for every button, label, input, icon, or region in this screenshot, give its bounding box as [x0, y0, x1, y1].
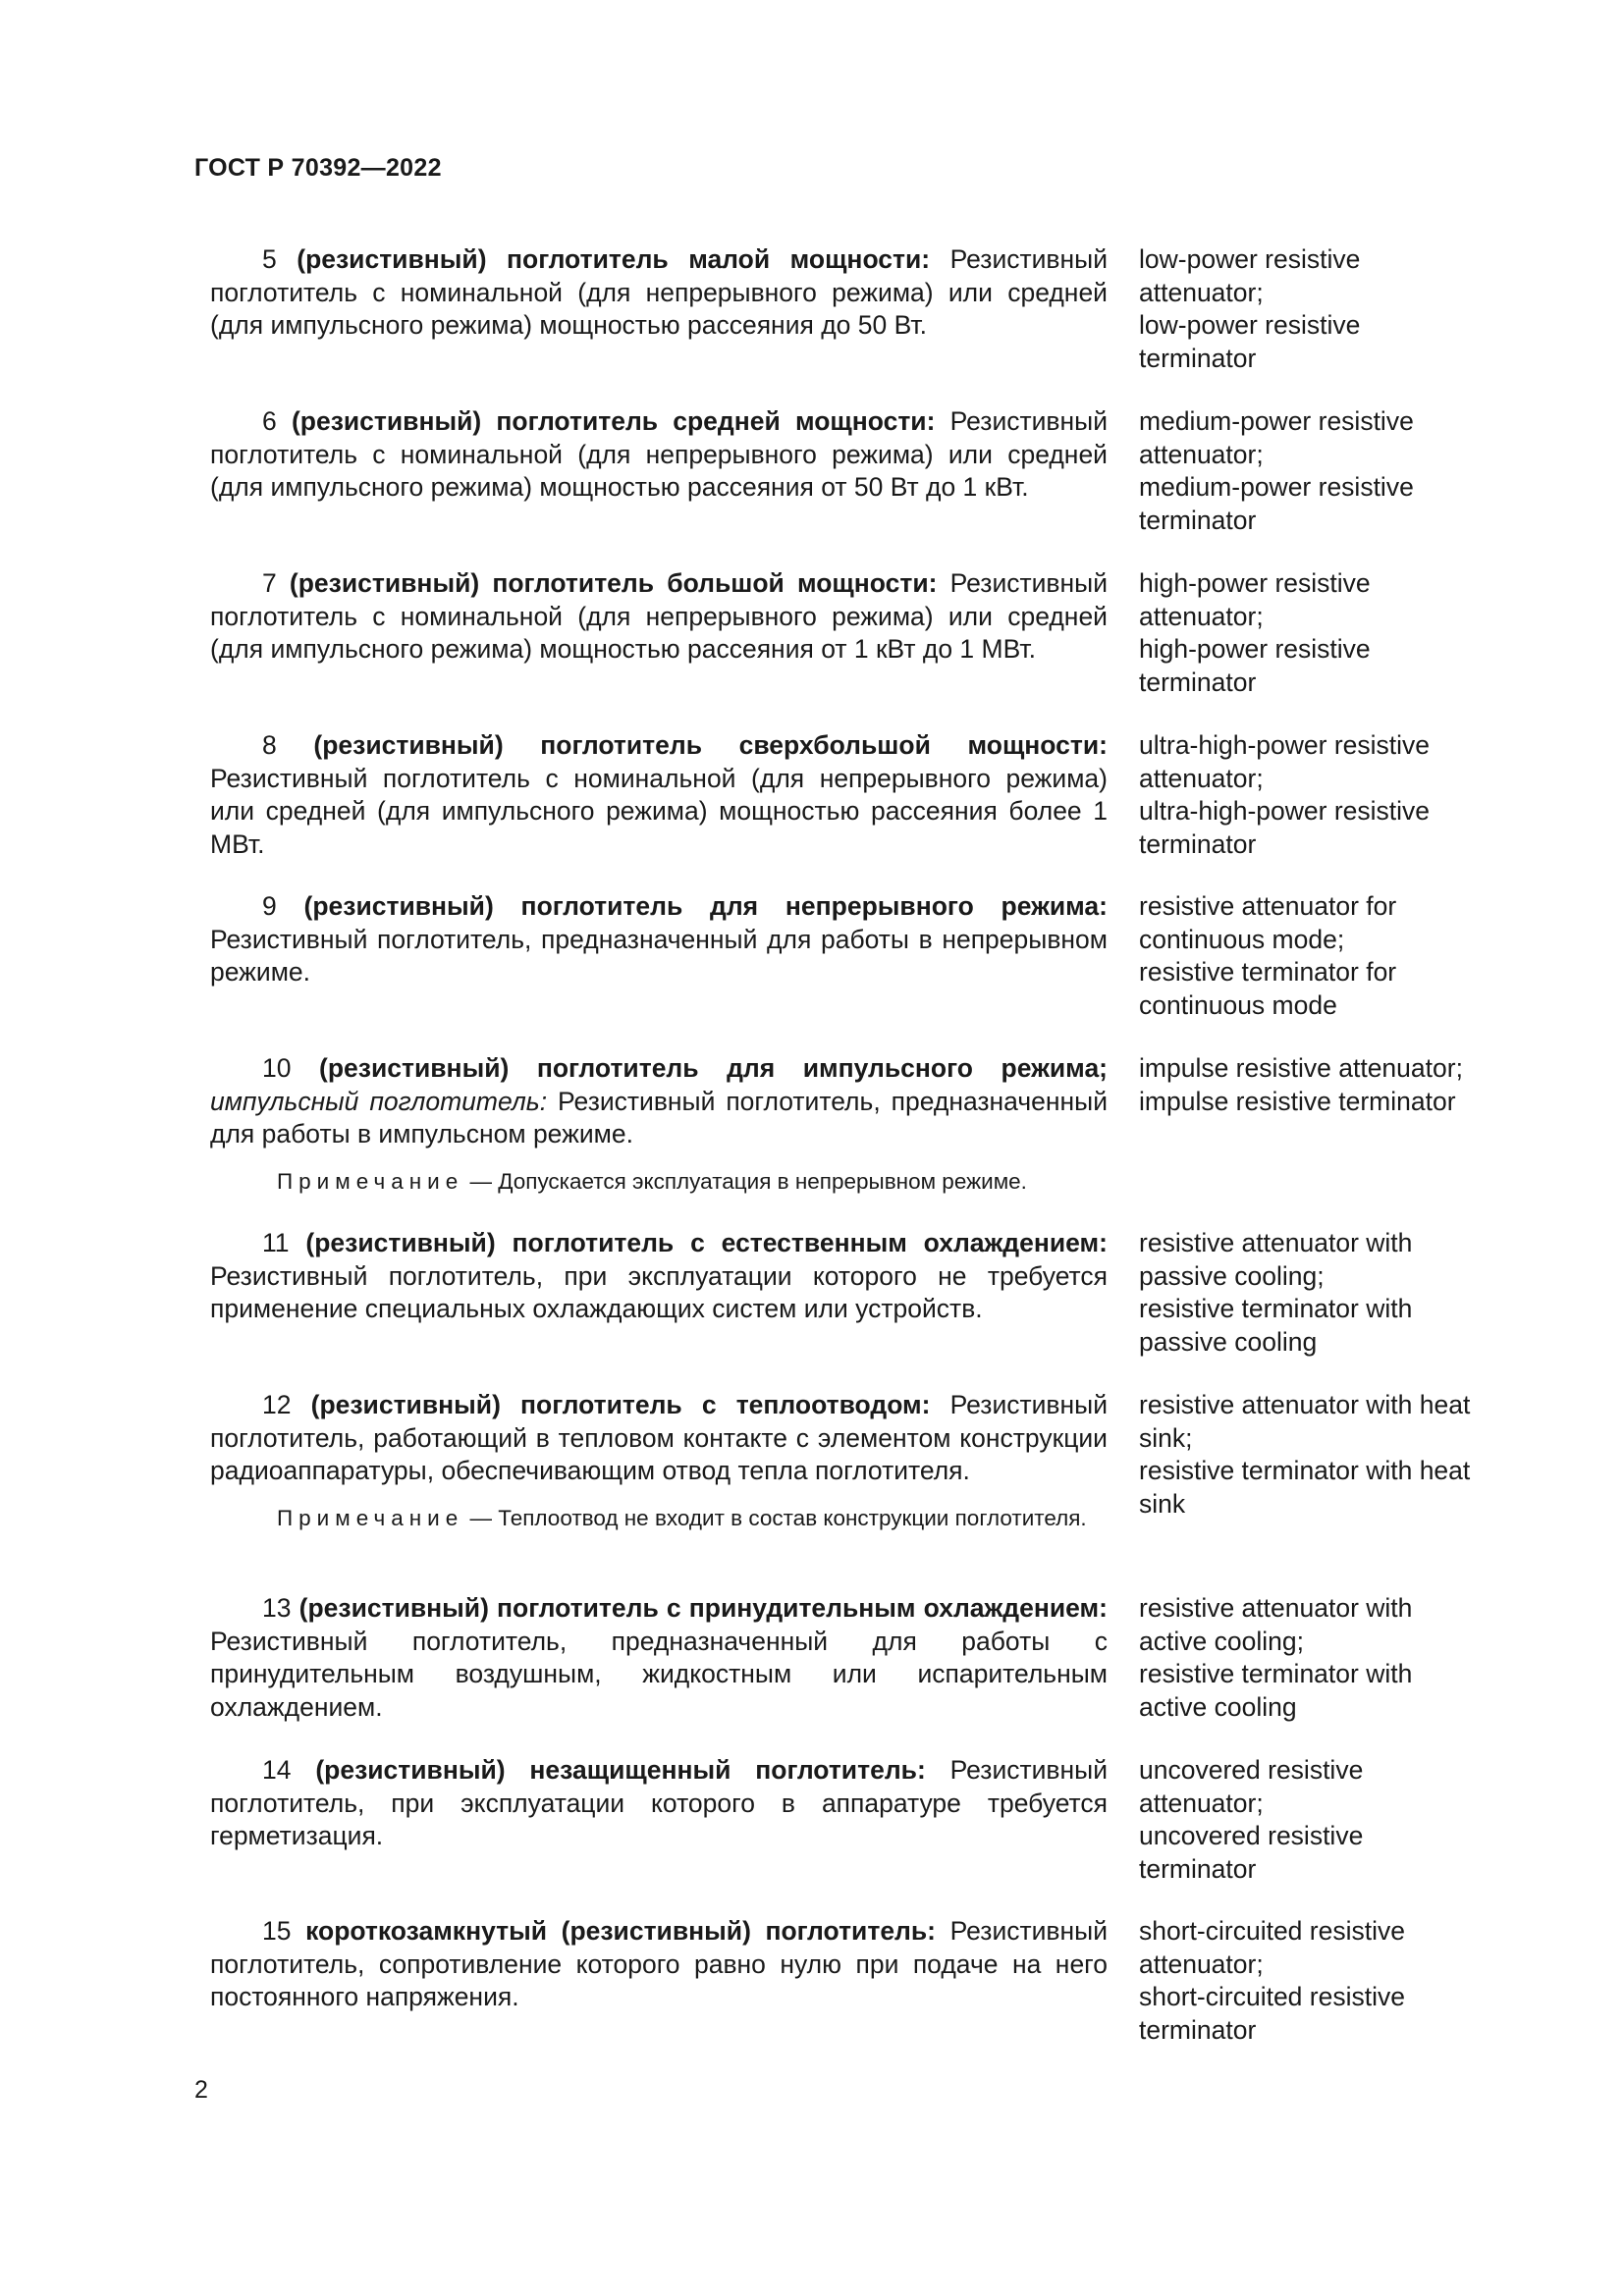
term-definition	[210, 890, 1108, 989]
term-text: Резистивный поглотитель с номинальной (для непрерывного режима) или средней (для импульсного режима) мощностью рассеяния более 1 МВт.	[210, 763, 1108, 859]
english-line: continuous mode	[1139, 989, 1337, 1020]
term-title: (резистивный) поглотитель большой мощности:	[289, 568, 938, 598]
term-title: (резистивный) поглотитель сверхбольшой мощности:	[313, 730, 1108, 760]
english-line: continuous mode;	[1139, 924, 1345, 954]
term-definition	[210, 243, 1108, 343]
term-english	[1139, 1227, 1512, 1359]
english-line: high-power resistive	[1139, 634, 1371, 664]
english-line: uncovered resistive	[1139, 1755, 1364, 1785]
english-line: resistive attenuator for	[1139, 891, 1397, 921]
term-title: (резистивный) поглотитель с принудительным охлаждением:	[298, 1593, 1108, 1623]
term-english	[1139, 405, 1512, 537]
english-line: high-power resistive	[1139, 568, 1371, 598]
term-definition	[210, 1754, 1108, 1853]
english-line: attenuator;	[1139, 277, 1264, 307]
term-definition	[210, 1389, 1108, 1532]
term-title: (резистивный) поглотитель с теплоотводом:	[310, 1390, 931, 1419]
term-note	[210, 1168, 1108, 1196]
english-line: uncovered resistive	[1139, 1821, 1364, 1850]
english-line: medium-power resistive	[1139, 472, 1414, 502]
term-definition	[210, 1915, 1108, 2014]
english-line: ultra-high-power resistive	[1139, 796, 1431, 826]
term-title: (резистивный) поглотитель для импульсного режима;	[319, 1053, 1109, 1083]
note-label: Примечание	[277, 1505, 464, 1530]
term-number: 15	[262, 1916, 292, 1946]
term-definition	[210, 1052, 1108, 1196]
term-english	[1139, 1754, 1512, 1886]
english-line: active cooling;	[1139, 1626, 1304, 1656]
term-english	[1139, 1915, 1512, 2047]
document-header: ГОСТ Р 70392—2022	[194, 154, 442, 182]
term-english	[1139, 567, 1512, 699]
term-note	[210, 1505, 1108, 1532]
english-line: terminator	[1139, 1853, 1257, 1884]
term-number: 10	[262, 1053, 292, 1083]
english-line: terminator	[1139, 505, 1257, 535]
english-line: impulse resistive terminator	[1139, 1086, 1456, 1116]
term-number: 8	[262, 730, 277, 760]
term-number: 12	[262, 1390, 292, 1419]
english-line: attenuator;	[1139, 439, 1264, 469]
term-title: (резистивный) поглотитель для непрерывного режима:	[303, 891, 1108, 921]
english-line: resistive terminator for	[1139, 957, 1397, 987]
term-definition	[210, 567, 1108, 667]
term-number: 6	[262, 406, 277, 436]
note-text: — Допускается эксплуатация в непрерывном режиме.	[469, 1168, 1027, 1194]
term-english	[1139, 1389, 1512, 1521]
term-number: 11	[262, 1228, 290, 1257]
english-line: attenuator;	[1139, 601, 1264, 631]
term-title: (резистивный) поглотитель с естественным охлаждением:	[305, 1228, 1108, 1257]
term-text: Резистивный поглотитель, предназначенный для работы в непрерывном режиме.	[210, 924, 1108, 987]
english-line: impulse resistive attenuator;	[1139, 1053, 1463, 1083]
term-number: 9	[262, 891, 277, 921]
english-line: passive cooling;	[1139, 1260, 1325, 1291]
english-line: resistive terminator with heat	[1139, 1456, 1471, 1485]
english-line: active cooling	[1139, 1691, 1297, 1722]
term-english	[1139, 890, 1512, 1022]
term-definition	[210, 1592, 1108, 1724]
term-text: Резистивный поглотитель, предназначенный для работы с принудительным воздушным, жидкостным или испарительным охлаждением.	[210, 1626, 1108, 1722]
term-text: Резистивный поглотитель, при эксплуатации которого не требуется применение специальных охлаждающих систем или устройств.	[210, 1260, 1108, 1323]
term-english	[1139, 1052, 1512, 1118]
english-line: terminator	[1139, 2014, 1257, 2045]
term-text: Резистивный поглотитель, предназначенный для работы в импульсном режиме.	[210, 1086, 1108, 1148]
page-number: 2	[194, 2076, 208, 2104]
english-line: resistive attenuator with	[1139, 1593, 1413, 1623]
term-title: (резистивный) поглотитель малой мощности:	[297, 244, 931, 274]
english-line: short-circuited resistive	[1139, 1982, 1405, 2011]
term-english	[1139, 1592, 1512, 1724]
english-line: terminator	[1139, 828, 1257, 859]
english-line: sink;	[1139, 1422, 1193, 1453]
term-definition	[210, 729, 1108, 861]
term-text: Резистивный поглотитель с номинальной (для непрерывного режима) или средней (для импульсного режима) мощностью рассеяния от 1 кВт до 1 МВт.	[210, 568, 1108, 664]
term-number: 13	[262, 1593, 292, 1623]
english-line: ultra-high-power resistive	[1139, 730, 1431, 760]
english-line: attenuator;	[1139, 763, 1264, 793]
english-line: low-power resistive	[1139, 310, 1361, 340]
term-text: Резистивный поглотитель, работающий в тепловом контакте с элементом конструкции радиоаппаратуры, обеспечивающим отвод тепла поглотителя.	[210, 1390, 1108, 1485]
term-text: Резистивный поглотитель, сопротивление которого равно нулю при подаче на него постоянного напряжения.	[210, 1916, 1108, 2011]
term-synonym: импульсный поглотитель:	[210, 1086, 548, 1116]
english-line: resistive terminator with	[1139, 1294, 1413, 1323]
english-line: attenuator;	[1139, 1949, 1264, 1979]
english-line: resistive terminator with	[1139, 1659, 1413, 1688]
term-number: 14	[262, 1755, 292, 1785]
english-line: resistive attenuator with	[1139, 1228, 1413, 1257]
term-english	[1139, 729, 1512, 861]
english-line: medium-power resistive	[1139, 406, 1414, 436]
note-text: — Теплоотвод не входит в состав конструкции поглотителя.	[469, 1505, 1087, 1530]
term-english	[1139, 243, 1512, 375]
note-label: Примечание	[277, 1168, 464, 1194]
term-number: 7	[262, 568, 277, 598]
term-title: (резистивный) незащищенный поглотитель:	[315, 1755, 926, 1785]
english-line: low-power resistive	[1139, 244, 1361, 274]
term-definition	[210, 405, 1108, 505]
term-title: (резистивный) поглотитель средней мощности:	[291, 406, 936, 436]
english-line: terminator	[1139, 343, 1257, 373]
term-definition	[210, 1227, 1108, 1326]
english-line: attenuator;	[1139, 1788, 1264, 1818]
english-line: terminator	[1139, 667, 1257, 697]
term-text: Резистивный поглотитель с номинальной (для непрерывного режима) или средней (для импульсного режима) мощностью рассеяния до 50 Вт.	[210, 244, 1108, 340]
term-title: короткозамкнутый (резистивный) поглотитель:	[305, 1916, 937, 1946]
term-text: Резистивный поглотитель, при эксплуатации которого в аппаратуре требуется герметизация.	[210, 1755, 1108, 1850]
term-number: 5	[262, 244, 277, 274]
english-line: short-circuited resistive	[1139, 1916, 1405, 1946]
english-line: sink	[1139, 1488, 1186, 1519]
english-line: passive cooling	[1139, 1326, 1318, 1357]
english-line: resistive attenuator with heat	[1139, 1390, 1471, 1419]
term-text: Резистивный поглотитель с номинальной (для непрерывного режима) или средней (для импульсного режима) мощностью рассеяния от 50 Вт до 1 кВт.	[210, 406, 1108, 502]
